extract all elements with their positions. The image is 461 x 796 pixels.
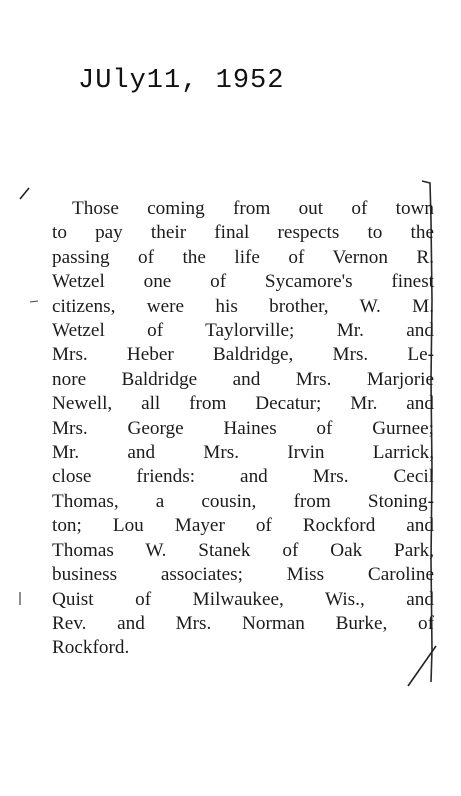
article-line: Thomas, a cousin, from Stoning- — [52, 490, 434, 512]
article-line: Mrs. Heber Baldridge, Mrs. Le- — [52, 344, 434, 366]
article-line: business associates; Miss Caroline — [52, 564, 434, 586]
article-line: Those coming from out of town — [72, 198, 434, 219]
article-line: passing of the life of Vernon R. — [52, 246, 434, 268]
date-stamp: JUly11, 1952 — [78, 66, 285, 96]
article-paragraph — [52, 197, 434, 661]
article-line: Rev. and Mrs. Norman Burke, of — [52, 612, 434, 634]
article-line: Wetzel of Taylorville; Mr. and — [52, 320, 434, 342]
article-line: to pay their final respects to the — [52, 222, 434, 244]
article-line: close friends: and Mrs. Cecil — [52, 466, 434, 488]
article-line: Newell, all from Decatur; Mr. and — [52, 393, 434, 415]
article-line: nore Baldridge and Mrs. Marjorie — [52, 368, 434, 390]
article-line: ton; Lou Mayer of Rockford and — [52, 515, 434, 537]
article-line: Rockford. — [52, 637, 130, 659]
newspaper-clipping — [18, 180, 438, 690]
article-line: Wetzel one of Sycamore's finest — [52, 271, 434, 293]
article-line: Thomas W. Stanek of Oak Park, — [52, 539, 434, 561]
article-line: Quist of Milwaukee, Wis., and — [52, 588, 434, 610]
article-line: Mr. and Mrs. Irvin Larrick, — [52, 442, 434, 464]
article-line: Mrs. George Haines of Gurnee; — [52, 417, 434, 439]
article-line: citizens, were his brother, W. M. — [52, 295, 434, 317]
